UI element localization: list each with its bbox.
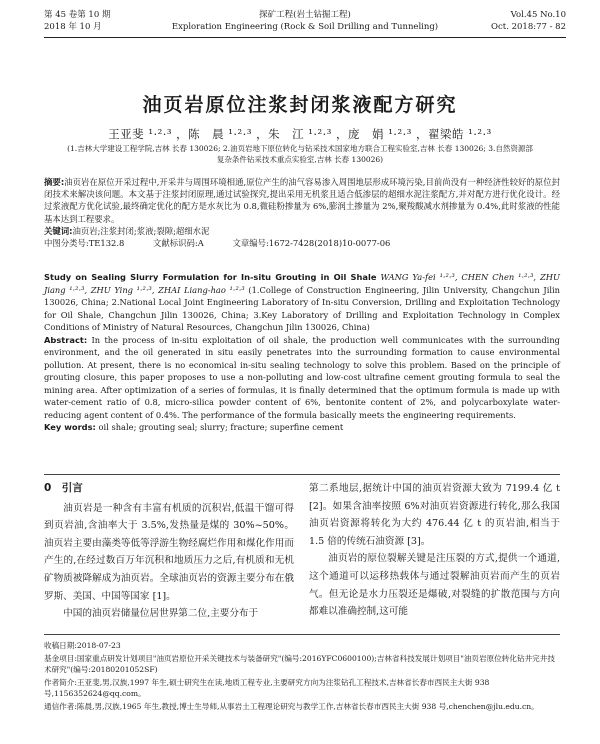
english-keywords-text: oil shale; grouting seal; slurry; fracture; superfine cement (98, 422, 344, 432)
clc-number: 中图分类号:TE132.8 (44, 238, 125, 249)
paragraph: 第二系地层,据统计中国的油页岩资源大致为 7199.4 亿 t [2]。如果含油率按照 6%对油页岩资源进行转化,那么我国油页岩资源将转化为大约 476.44 亿 t 的页岩油,相当于 1.5 倍的传统石油资源 [3]。 (309, 483, 560, 547)
affiliations: (1.吉林大学建设工程学院,吉林 长春 130026; 2.油页岩地下原位转化与钻采技术国家地方联合工程实验室,吉林 长春 130026; 3.自然资源部复杂条件钻采技术重点实验室,吉林 长春 130026) (67, 144, 533, 164)
header-journal: 探矿工程(岩土钻掘工程) Exploration Engineering (Rock & Soil Drilling and Tunneling) (171, 10, 439, 32)
english-title: Study on Sealing Slurry Formulation for In-situ Grouting in Oil Shale (44, 272, 377, 282)
section-heading: 0 引言 (44, 482, 83, 494)
body-column-left (44, 480, 294, 623)
abstract-text: 油页岩在原位开采过程中,开采井与周围环境相通,原位产生的油气容易渗入周围地层形成环境污染,目前尚没有一种经济性较好的原位封闭技术来解决该问题。本文基于注浆封闭原理,通过试验探究,提出采用无机浆且适合低渗层的超细水泥注浆配方,并对配方进行优化设计。经过浆液配方优化试验,最终确定优化的配方是水灰比为 0.8,微硅粉掺量为 6%,膨润土掺量为 2%,聚羧酸减水剂掺量为 0.4%,此时浆液的性能基本达到工程要求。 (44, 177, 560, 224)
abstract-label: 摘要: (44, 177, 65, 187)
keywords-text: 油页岩;注浆封闭;浆液;裂隙;超细水泥 (72, 225, 210, 236)
footnote-corresponding: 通信作者:陈晨,男,汉族,1965 年生,教授,博士生导师,从事岩土工程理论研究与教学工作,吉林省长春市西民主大街 938 号,chenchen@jlu.edu.cn。 (44, 701, 539, 711)
english-abstract-text: In the process of in-situ exploitation of oil shale, the production well communicates with the surrounding environment, and the oil generated in situ easily penetrates into the surrounding formation to cause environmental pollution. At present, there is no economical in-situ sealing technology to solve this problem. Based on the principle of grouting closure, this paper proposes to use a non-polluting and low-cost ultrafine cement grouting formula to seal the mining area. After optimization of a series of formulas, it is finally determined that the optimum formula is made up with water-cement ratio of 0.8, micro-silica powder content of 6%, bentonite content of 2%, and polycarboxylate water-reducing agent content of 0.4%. The performance of the formula basically meets the engineering requirements. (44, 334, 560, 420)
document-code: 文献标识码:A (153, 238, 204, 249)
keywords-label: 关键词: (44, 225, 73, 236)
paragraph: 油页岩是一种含有丰富有机质的沉积岩,低温干馏可得到页岩油,含油率大于 3.5%,发热量是煤的 30%~50%。油页岩主要由藻类等低等浮游生物经腐烂作用和煤化作用而产生的,在经过数百万年沉积和地质压力之后,有机质和无机矿物质被降解成为油页岩。全球油页岩的资源主要分布在俄罗斯、美国、中国等国家 [1]。 (44, 502, 294, 602)
english-abstract (44, 271, 560, 434)
english-abstract-label: Abstract: (44, 334, 88, 345)
body-column-right (309, 480, 560, 621)
header-issue: 第 45 卷第 10 期 2018 年 10 月 (44, 10, 111, 32)
footnote-author: 作者简介:王亚斐,男,汉族,1997 年生,硕士研究生在读,地质工程专业,主要研究方向为注浆钻孔工程技术,吉林省长春市西民主大街 938 号,1156352624@qq.com。 (44, 677, 490, 698)
english-affiliations: (1.College of Construction Engineering, Jilin University, Changchun Jilin 130026, China; 2.National Local Joint Engineering Laboratory of In-situ Conversion, Drilling and Exploitation Technology for Oil Shale, Changchun Jilin 130026, China; 3.Key Laboratory of Drilling and Exploitation Technology in Complex Conditions of Ministry of Natural Resources, Changchun Jilin 130026, China) (44, 284, 560, 332)
author-list: 王亚斐 ¹·²·³ ，陈 晨 ¹·²·³ ，朱 江 ¹·²·³ ，庞 娟 ¹·²·³ ，翟梁皓 ¹·²·³ (108, 127, 492, 141)
abstract-divider (44, 474, 560, 475)
header-volume: Vol.45 No.10 Oct. 2018:77 - 82 (491, 10, 566, 32)
footnote-received: 收稿日期:2018-07-23 (44, 641, 121, 650)
paragraph: 中国的油页岩储量位居世界第二位,主要分布于 (63, 608, 259, 620)
running-header (44, 9, 566, 38)
article-number: 文章编号:1672-7428(2018)10-0077-06 (232, 238, 391, 249)
classification-row (44, 237, 560, 249)
chinese-abstract (44, 176, 560, 249)
english-keywords-label: Key words: (44, 422, 96, 432)
paper-title: 油页岩原位注浆封闭浆液配方研究 (142, 94, 458, 116)
footnotes (44, 634, 560, 713)
english-authors: WANG Ya-fei ¹·²·³, CHEN Chen ¹·²·³, ZHU Jiang ¹·²·³, ZHU Ying ¹·²·³, ZHAI Liang-hao ¹·²·³ (44, 272, 560, 295)
footnote-fund: 基金项目:国家重点研发计划项目"油页岩原位开采关键技术与装备研究"(编号:2016YFC0600100);吉林省科技发展计划项目"油页岩原位转化钻井完井技术研究"(编号:20180201052SF) (44, 653, 555, 674)
paragraph: 油页岩的原位裂解关键是注压裂的方式,提供一个通道,这个通道可以运移热载体与通过裂解油页岩而产生的页岩气。但无论是水力压裂还是爆破,对裂缝的扩散范围与方向都难以准确控制,这可能 (309, 553, 560, 618)
